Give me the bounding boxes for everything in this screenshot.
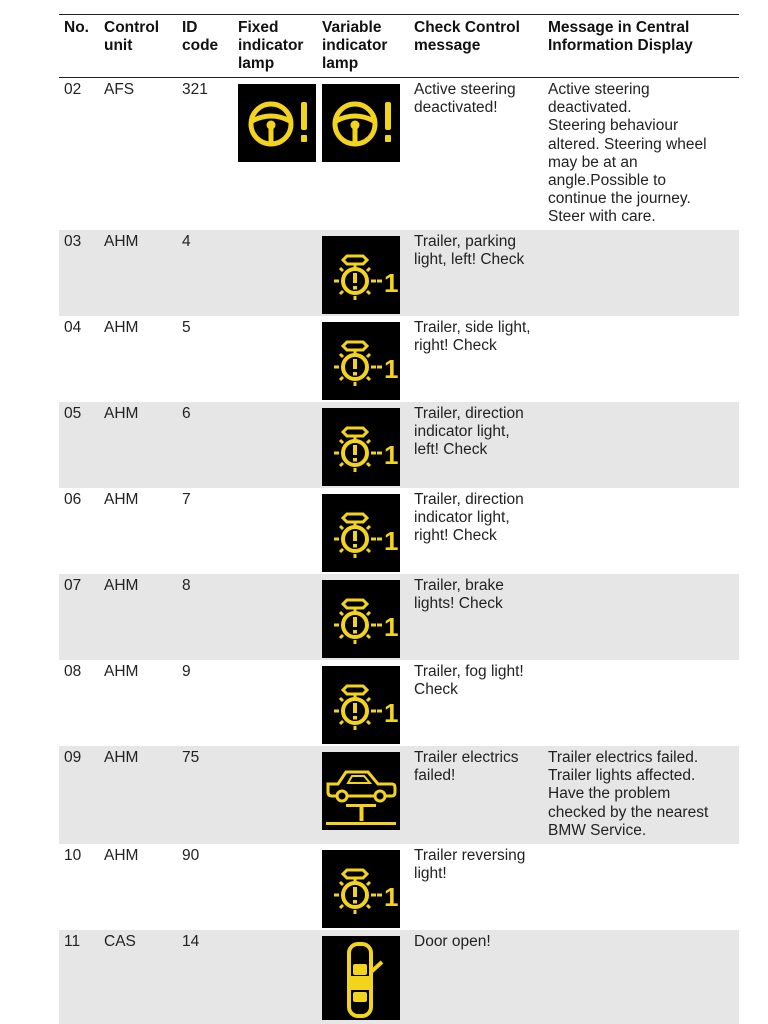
svg-text:1: 1 [384, 882, 399, 912]
row-number: 08 [64, 663, 82, 680]
table-row [59, 746, 739, 844]
steering-warning-icon [238, 84, 316, 162]
row-control-unit: AHM [104, 233, 139, 250]
table-row [59, 844, 739, 930]
trailer-lamp-icon [322, 580, 400, 658]
header-id-code: ID code [182, 19, 219, 54]
row-id-code: 75 [182, 749, 200, 766]
steering-warning-icon [322, 84, 400, 162]
row-id-code: 9 [182, 663, 191, 680]
row-check-control-message: Door open! [414, 933, 491, 950]
row-check-control-message: Trailer, side light, right! Check [414, 319, 531, 355]
row-check-control-message: Trailer, direction indicator light, right! Check [414, 491, 524, 545]
row-number: 05 [64, 405, 82, 422]
row-control-unit: AHM [104, 491, 139, 508]
row-number: 07 [64, 577, 82, 594]
row-id-code: 8 [182, 577, 191, 594]
table-row [59, 402, 739, 488]
trailer-lamp-icon [322, 236, 400, 314]
row-check-control-message: Active steering deactivated! [414, 81, 516, 117]
table-row [59, 930, 739, 1024]
car-on-lift-icon [322, 752, 400, 830]
row-id-code: 90 [182, 847, 200, 864]
row-control-unit: AFS [104, 81, 135, 98]
row-check-control-message: Trailer, direction indicator light, left! Check [414, 405, 524, 459]
row-check-control-message: Trailer, fog light! Check [414, 663, 524, 699]
header-no: No. [64, 19, 89, 36]
row-id-code: 5 [182, 319, 191, 336]
row-id-code: 14 [182, 933, 200, 950]
row-check-control-message: Trailer, parking light, left! Check [414, 233, 525, 269]
row-control-unit: CAS [104, 933, 136, 950]
table-row [59, 488, 739, 574]
row-number: 10 [64, 847, 82, 864]
row-check-control-message: Trailer reversing light! [414, 847, 526, 883]
row-number: 02 [64, 81, 82, 98]
row-id-code: 321 [182, 81, 208, 98]
table-header [59, 14, 739, 78]
svg-text:1: 1 [384, 354, 399, 384]
table-row [59, 316, 739, 402]
header-message-cid: Message in Central Information Display [548, 19, 693, 54]
svg-text:1: 1 [384, 526, 399, 556]
svg-text:1: 1 [384, 268, 399, 298]
header-variable-lamp: Variable indicator lamp [322, 19, 388, 72]
svg-text:1: 1 [384, 612, 399, 642]
trailer-lamp-icon [322, 494, 400, 572]
svg-text:1: 1 [384, 698, 399, 728]
trailer-lamp-icon [322, 666, 400, 744]
row-cid-message: Trailer electrics failed. Trailer lights affected. Have the problem checked by the nearest BMW Service. [548, 749, 709, 839]
row-id-code: 6 [182, 405, 191, 422]
row-id-code: 4 [182, 233, 191, 250]
row-cid-message: Active steering deactivated. Steering behaviour altered. Steering wheel may be at an angle.Possible to continue the journey. Steer with care. [548, 81, 707, 226]
trailer-lamp-icon [322, 322, 400, 400]
table-row [59, 78, 739, 230]
row-number: 11 [64, 933, 81, 950]
header-fixed-lamp: Fixed indicator lamp [238, 19, 304, 72]
table-row [59, 230, 739, 316]
row-control-unit: AHM [104, 577, 139, 594]
table-row [59, 660, 739, 746]
row-number: 09 [64, 749, 82, 766]
row-control-unit: AHM [104, 663, 139, 680]
row-control-unit: AHM [104, 319, 139, 336]
row-check-control-message: Trailer, brake lights! Check [414, 577, 504, 613]
door-open-icon [322, 936, 400, 1020]
row-number: 04 [64, 319, 82, 336]
trailer-lamp-icon [322, 850, 400, 928]
row-control-unit: AHM [104, 749, 139, 766]
row-id-code: 7 [182, 491, 191, 508]
svg-text:1: 1 [384, 440, 399, 470]
table-row [59, 574, 739, 660]
row-number: 03 [64, 233, 82, 250]
row-number: 06 [64, 491, 82, 508]
header-control-unit: Control unit [104, 19, 160, 54]
row-check-control-message: Trailer electrics failed! [414, 749, 519, 785]
header-check-control: Check Control message [414, 19, 520, 54]
row-control-unit: AHM [104, 405, 139, 422]
row-control-unit: AHM [104, 847, 139, 864]
trailer-lamp-icon [322, 408, 400, 486]
